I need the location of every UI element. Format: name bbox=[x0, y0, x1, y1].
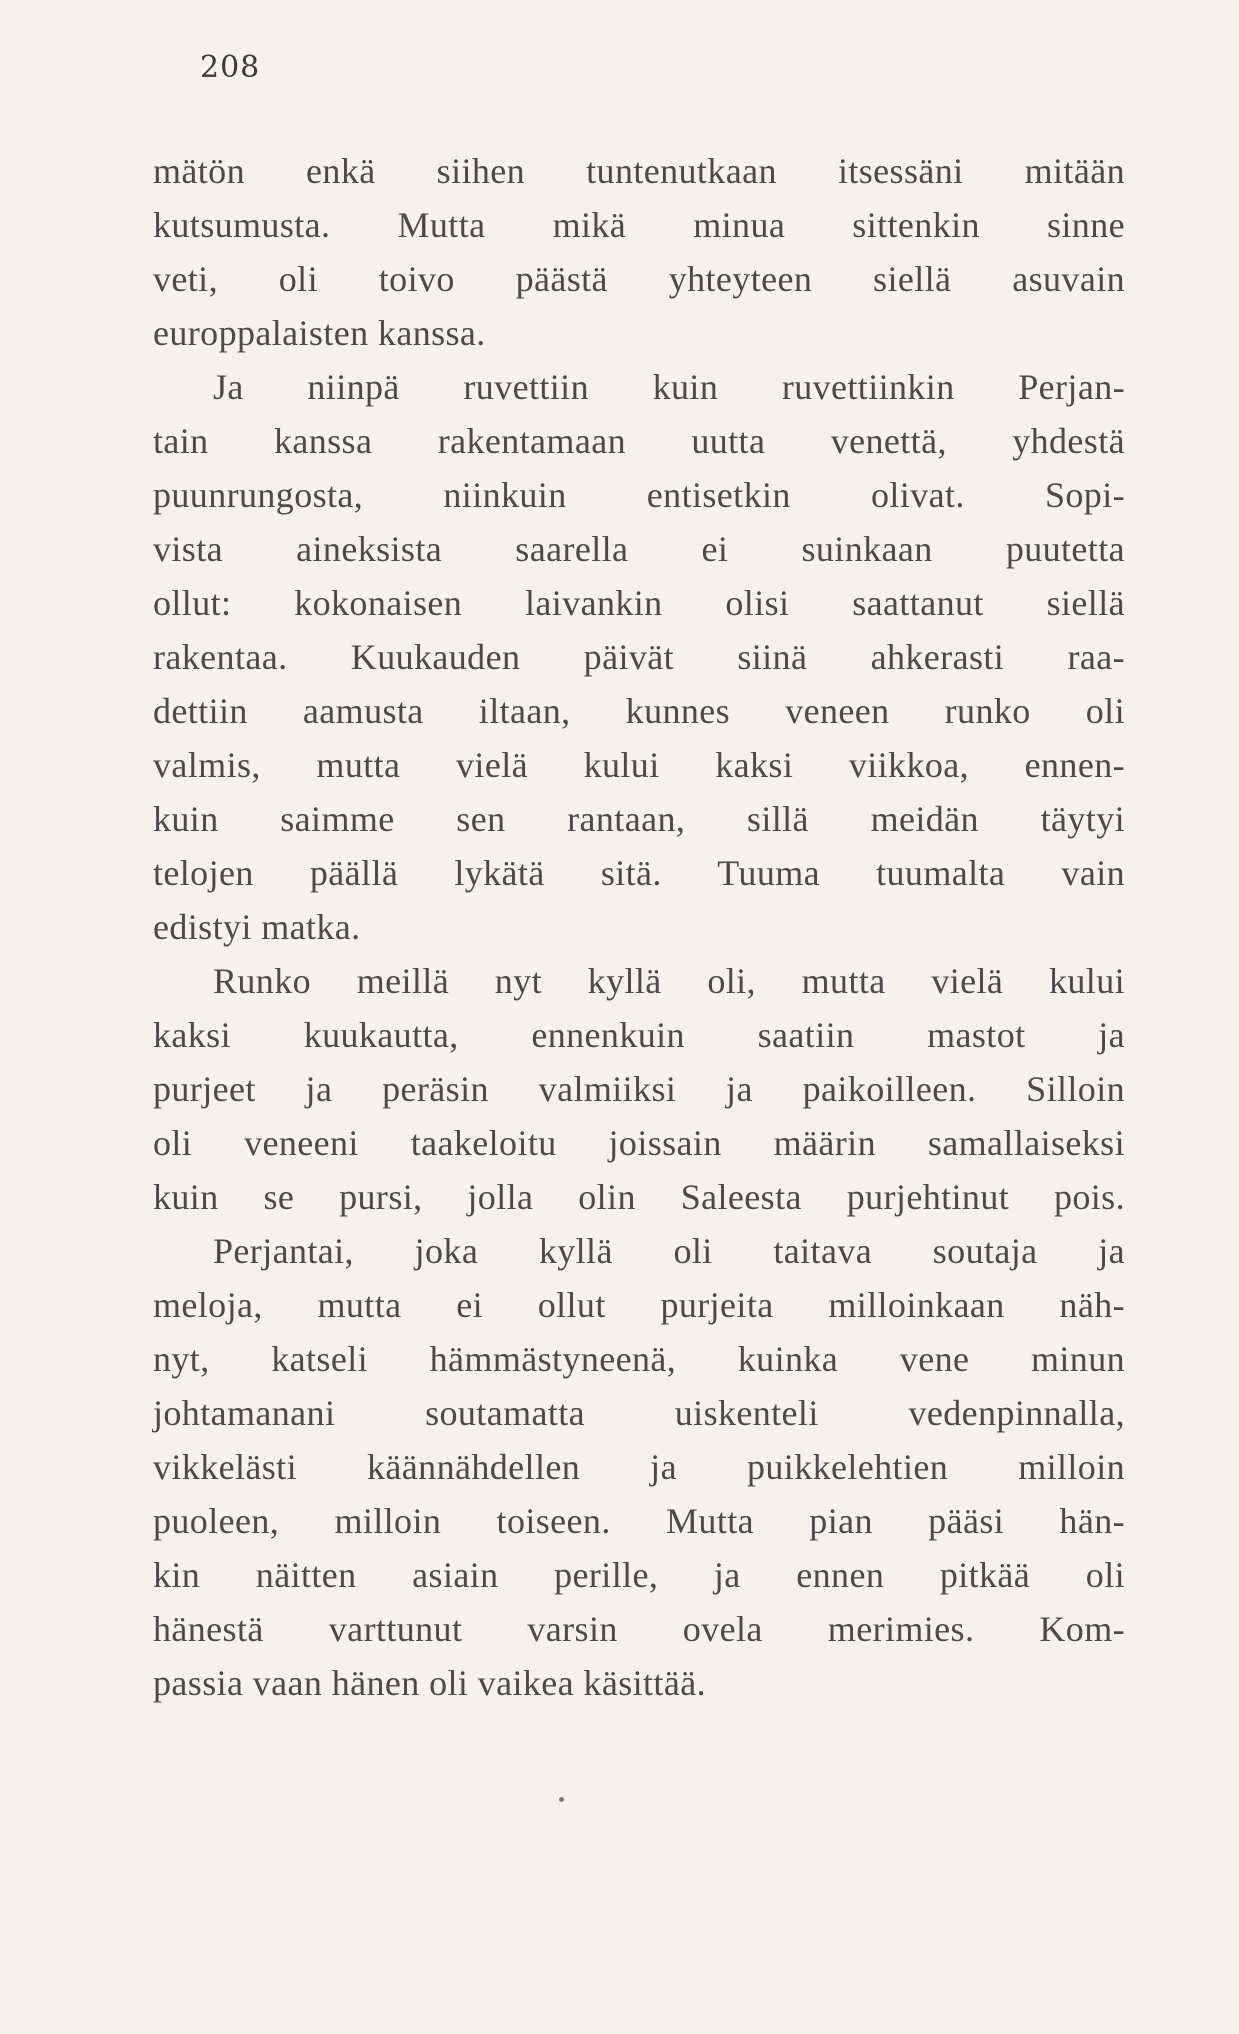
text-line: ollut: kokonaisen laivankin olisi saattanut siellä bbox=[153, 583, 1125, 623]
text-line: purjeet ja peräsin valmiiksi ja paikoilleen. Silloin bbox=[153, 1069, 1125, 1109]
body-text bbox=[153, 144, 1125, 1710]
text-line: meloja, mutta ei ollut purjeita milloinkaan näh- bbox=[153, 1285, 1125, 1325]
text-line: puoleen, milloin toiseen. Mutta pian pääsi hän- bbox=[153, 1501, 1125, 1541]
text-line: Runko meillä nyt kyllä oli, mutta vielä kului bbox=[213, 961, 1125, 1001]
text-line: vikkelästi käännähdellen ja puikkelehtien milloin bbox=[153, 1447, 1125, 1487]
text-line: vista aineksista saarella ei suinkaan puutetta bbox=[153, 529, 1125, 569]
text-line: europpalaisten kanssa. bbox=[153, 313, 486, 353]
text-line: kuin saimme sen rantaan, sillä meidän täytyi bbox=[153, 799, 1125, 839]
text-line: telojen päällä lykätä sitä. Tuuma tuumalta vain bbox=[153, 853, 1125, 893]
text-line: oli veneeni taakeloitu joissain määrin samallaiseksi bbox=[153, 1123, 1125, 1163]
page-number: 208 bbox=[200, 50, 261, 85]
text-line: hänestä varttunut varsin ovela merimies. Kom- bbox=[153, 1609, 1125, 1649]
text-line: edistyi matka. bbox=[153, 907, 361, 947]
text-line: kutsumusta. Mutta mikä minua sittenkin sinne bbox=[153, 205, 1125, 245]
text-line: puunrungosta, niinkuin entisetkin olivat. Sopi- bbox=[153, 475, 1125, 515]
text-line: mätön enkä siihen tuntenutkaan itsessäni mitään bbox=[153, 151, 1125, 191]
text-line: nyt, katseli hämmästyneenä, kuinka vene minun bbox=[153, 1339, 1125, 1379]
text-line: veti, oli toivo päästä yhteyteen siellä asuvain bbox=[153, 259, 1125, 299]
text-line: tain kanssa rakentamaan uutta venettä, yhdestä bbox=[153, 421, 1125, 461]
ink-speck bbox=[559, 1797, 564, 1802]
text-line: dettiin aamusta iltaan, kunnes veneen runko oli bbox=[153, 691, 1125, 731]
text-line: Perjantai, joka kyllä oli taitava soutaja ja bbox=[213, 1231, 1125, 1271]
text-line: valmis, mutta vielä kului kaksi viikkoa, ennen- bbox=[153, 745, 1125, 785]
text-line: rakentaa. Kuukauden päivät siinä ahkerasti raa- bbox=[153, 637, 1125, 677]
text-line: kuin se pursi, jolla olin Saleesta purjehtinut pois. bbox=[153, 1177, 1125, 1217]
text-line: passia vaan hänen oli vaikea käsittää. bbox=[153, 1663, 706, 1703]
text-line: kaksi kuukautta, ennenkuin saatiin mastot ja bbox=[153, 1015, 1125, 1055]
text-line: johtamanani soutamatta uiskenteli vedenpinnalla, bbox=[153, 1393, 1125, 1433]
text-line: Ja niinpä ruvettiin kuin ruvettiinkin Perjan- bbox=[213, 367, 1125, 407]
text-line: kin näitten asiain perille, ja ennen pitkää oli bbox=[153, 1555, 1125, 1595]
